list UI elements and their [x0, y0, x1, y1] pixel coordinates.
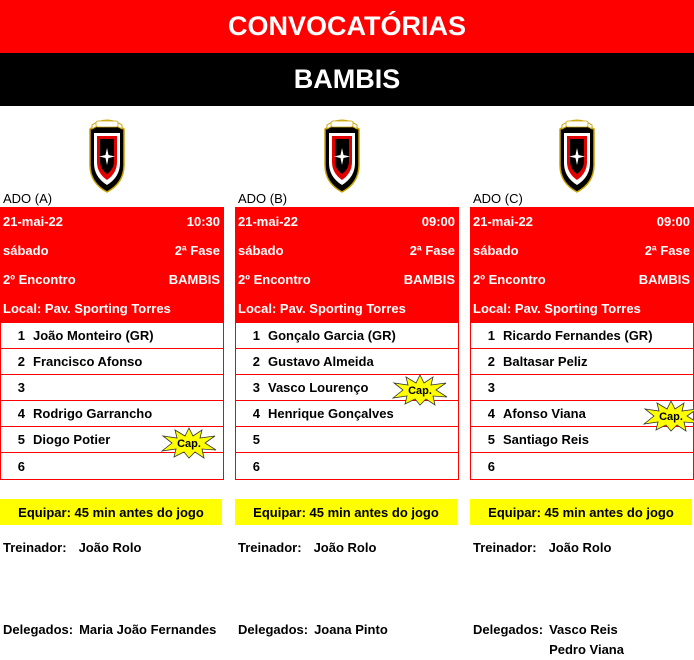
club-crest-logo — [556, 115, 598, 193]
player-row — [236, 453, 458, 479]
game-info-box — [235, 207, 459, 323]
player-number: 3 — [252, 380, 260, 395]
game-phase: 2ª Fase — [644, 243, 690, 258]
club-crest-logo — [321, 115, 363, 193]
player-name: Ricardo Fernandes (GR) — [503, 328, 653, 343]
player-row — [236, 323, 458, 349]
player-number: 4 — [17, 406, 25, 421]
captain-star-icon — [642, 400, 694, 432]
player-name: Vasco Lourenço — [268, 380, 369, 395]
player-name: Santiago Reis — [503, 432, 589, 447]
trainer-name: João Rolo — [78, 540, 142, 555]
game-column — [235, 106, 461, 657]
game-column — [0, 106, 226, 657]
player-number: 1 — [487, 328, 495, 343]
captain-star-icon — [160, 427, 218, 459]
game-encounter: 2º Encontro — [473, 272, 546, 287]
player-row — [471, 453, 693, 479]
delegate-name: Joana Pinto — [314, 622, 388, 637]
equip-notice: Equipar: 45 min antes do jogo — [235, 499, 457, 525]
title-banner — [0, 0, 694, 53]
delegates-names — [549, 620, 624, 660]
captain-badge — [391, 374, 449, 406]
player-number: 6 — [252, 458, 260, 474]
trainer-label: Treinador: — [473, 540, 537, 555]
delegates-line — [238, 620, 388, 640]
player-row — [471, 349, 693, 375]
game-phase: 2ª Fase — [409, 243, 455, 258]
delegates-label: Delegados: — [473, 622, 544, 637]
delegates-line — [473, 620, 624, 660]
game-label: ADO (C) — [473, 191, 523, 206]
game-column — [470, 106, 694, 657]
delegates-line — [3, 620, 216, 640]
captain-badge — [160, 427, 218, 459]
game-location: Local: Pav. Sporting Torres — [238, 301, 406, 316]
delegate-name: Maria João Fernandes — [79, 622, 217, 637]
game-info-box — [470, 207, 694, 323]
trainer-label: Treinador: — [3, 540, 67, 555]
game-team: BAMBIS — [403, 272, 455, 287]
player-number: 5 — [487, 432, 495, 447]
player-row — [1, 349, 223, 375]
game-time: 09:00 — [421, 214, 455, 229]
player-number: 4 — [252, 406, 260, 421]
game-time: 10:30 — [186, 214, 220, 229]
player-number: 3 — [17, 380, 25, 395]
player-row — [236, 349, 458, 375]
player-row — [236, 427, 458, 453]
game-day: sábado — [3, 243, 49, 258]
player-name: Gustavo Almeida — [268, 354, 374, 369]
player-number: 5 — [17, 432, 25, 447]
trainer-line — [473, 540, 611, 555]
equip-notice: Equipar: 45 min antes do jogo — [0, 499, 222, 525]
player-row — [471, 323, 693, 349]
equip-notice: Equipar: 45 min antes do jogo — [470, 499, 692, 525]
game-day: sábado — [473, 243, 519, 258]
game-date: 21-mai-22 — [3, 214, 63, 229]
trainer-line — [238, 540, 376, 555]
captain-badge — [642, 400, 694, 432]
game-encounter: 2º Encontro — [238, 272, 311, 287]
game-phase: 2ª Fase — [174, 243, 220, 258]
player-number: 1 — [252, 328, 260, 343]
trainer-name: João Rolo — [313, 540, 377, 555]
game-time: 09:00 — [656, 214, 690, 229]
captain-label: Cap. — [177, 438, 201, 450]
game-location: Local: Pav. Sporting Torres — [473, 301, 641, 316]
game-team: BAMBIS — [168, 272, 220, 287]
delegate-name: Vasco Reis — [549, 622, 618, 637]
delegates-names — [314, 620, 388, 640]
page-title: CONVOCATÓRIAS — [227, 11, 466, 41]
captain-star-icon — [391, 374, 449, 406]
game-encounter: 2º Encontro — [3, 272, 76, 287]
player-name: Diogo Potier — [33, 432, 111, 447]
game-info-box — [0, 207, 224, 323]
player-name: Francisco Afonso — [33, 354, 143, 369]
trainer-name: João Rolo — [548, 540, 612, 555]
delegates-names — [79, 620, 216, 640]
player-number: 6 — [17, 458, 25, 474]
captain-label: Cap. — [659, 411, 683, 423]
delegate-name: Pedro Viana — [549, 642, 624, 657]
player-number: 2 — [17, 354, 25, 369]
subtitle-banner — [0, 53, 694, 106]
page-subtitle: BAMBIS — [293, 64, 401, 94]
player-number: 2 — [252, 354, 260, 369]
player-row — [1, 375, 223, 401]
player-row — [1, 323, 223, 349]
player-row — [471, 375, 693, 401]
player-name: Rodrigo Garrancho — [33, 406, 153, 421]
club-crest-logo — [86, 115, 128, 193]
captain-label: Cap. — [408, 385, 432, 397]
player-name: Baltasar Peliz — [503, 354, 588, 369]
player-number: 1 — [17, 328, 25, 343]
game-day: sábado — [238, 243, 284, 258]
game-location: Local: Pav. Sporting Torres — [3, 301, 171, 316]
game-date: 21-mai-22 — [238, 214, 298, 229]
player-number: 2 — [487, 354, 495, 369]
game-label: ADO (A) — [3, 191, 53, 206]
player-row — [1, 401, 223, 427]
trainer-label: Treinador: — [238, 540, 302, 555]
game-date: 21-mai-22 — [473, 214, 533, 229]
player-name: Afonso Viana — [503, 406, 586, 421]
player-number: 3 — [487, 380, 495, 395]
player-name: Henrique Gonçalves — [268, 406, 394, 421]
game-team: BAMBIS — [638, 272, 690, 287]
game-label: ADO (B) — [238, 191, 288, 206]
player-number: 6 — [487, 458, 495, 474]
delegates-label: Delegados: — [238, 622, 309, 637]
player-number: 4 — [487, 406, 495, 421]
player-number: 5 — [252, 432, 260, 447]
delegates-label: Delegados: — [3, 622, 74, 637]
player-name: João Monteiro (GR) — [33, 328, 154, 343]
player-name: Gonçalo Garcia (GR) — [268, 328, 396, 343]
trainer-line — [3, 540, 141, 555]
